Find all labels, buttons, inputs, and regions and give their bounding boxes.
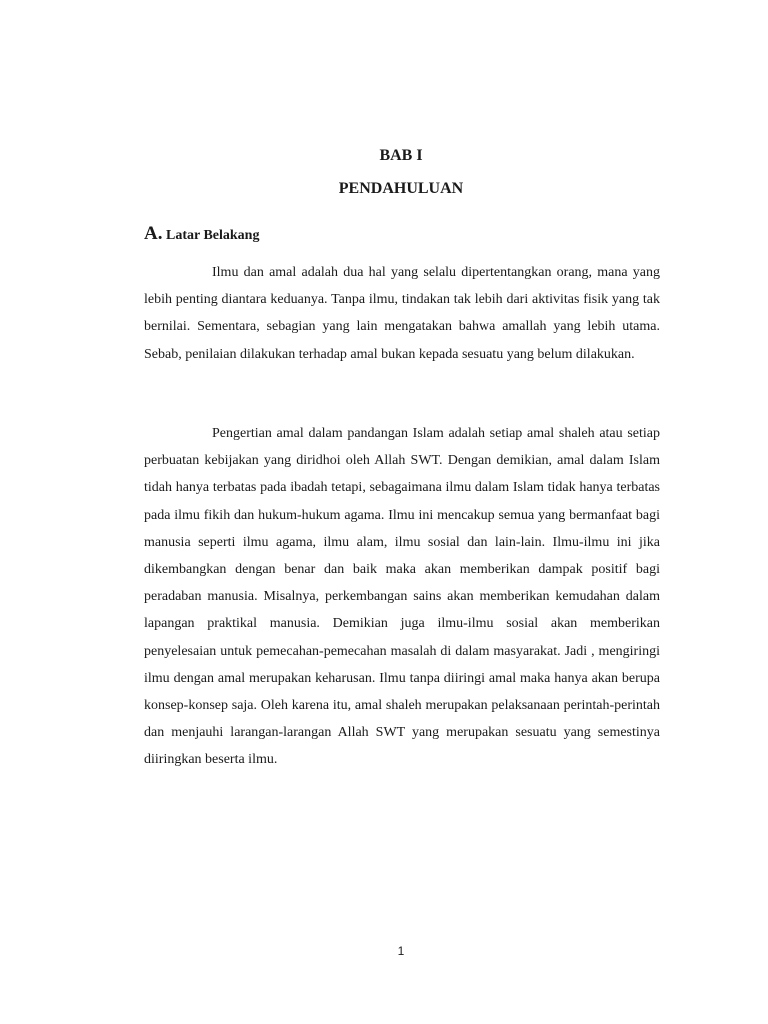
page-number: 1	[397, 944, 405, 958]
body-paragraph-2: Pengertian amal dalam pandangan Islam adalah setiap amal shaleh atau setiap perbuatan kebijakan yang diridhoi oleh Allah SWT. Dengan demikian, amal dalam Islam tidah hanya terbatas pada ibadah tetapi, sebagaimana ilmu dalam Islam tidak hanya terbatas pada ilmu fikih dan hukum-hukum agama. Ilmu ini mencakup semua yang bermanfaat bagi manusia seperti ilmu agama, ilmu alam, ilmu sosial dan lain-lain. Ilmu-ilmu ini jika dikembangkan dengan benar dan baik maka akan memberikan dampak positif bagi peradaban manusia. Misalnya, perkembangan sains akan memberikan kemudahan dalam lapangan praktikal manusia. Demikian juga ilmu-ilmu sosial akan memberikan penyelesaian untuk pemecahan-pemecahan masalah di dalam masyarakat. Jadi , mengiringi ilmu dengan amal merupakan keharusan. Ilmu tanpa diiringi amal maka hanya akan berupa konsep-konsep saja. Oleh karena itu, amal shaleh merupakan pelaksanaan perintah-perintah dan menjauhi larangan-larangan Allah SWT yang merupakan sesuatu yang semestinya diiringkan beserta ilmu.	[144, 426, 660, 768]
section-heading	[144, 222, 259, 248]
chapter-title: PENDAHULUAN	[338, 180, 464, 197]
section-title: Latar Belakang	[165, 228, 260, 243]
section-letter: A.	[144, 223, 163, 244]
body-paragraph-1: Ilmu dan amal adalah dua hal yang selalu dipertentangkan orang, mana yang lebih penting diantara keduanya. Tanpa ilmu, tindakan tak lebih dari aktivitas fisik yang tak bernilai. Sementara, sebagian yang lain mengatakan bahwa amallah yang lebih utama. Sebab, penilaian dilakukan terhadap amal bukan kepada sesuatu yang belum dilakukan.	[144, 265, 660, 362]
chapter-number: BAB I	[379, 147, 423, 164]
